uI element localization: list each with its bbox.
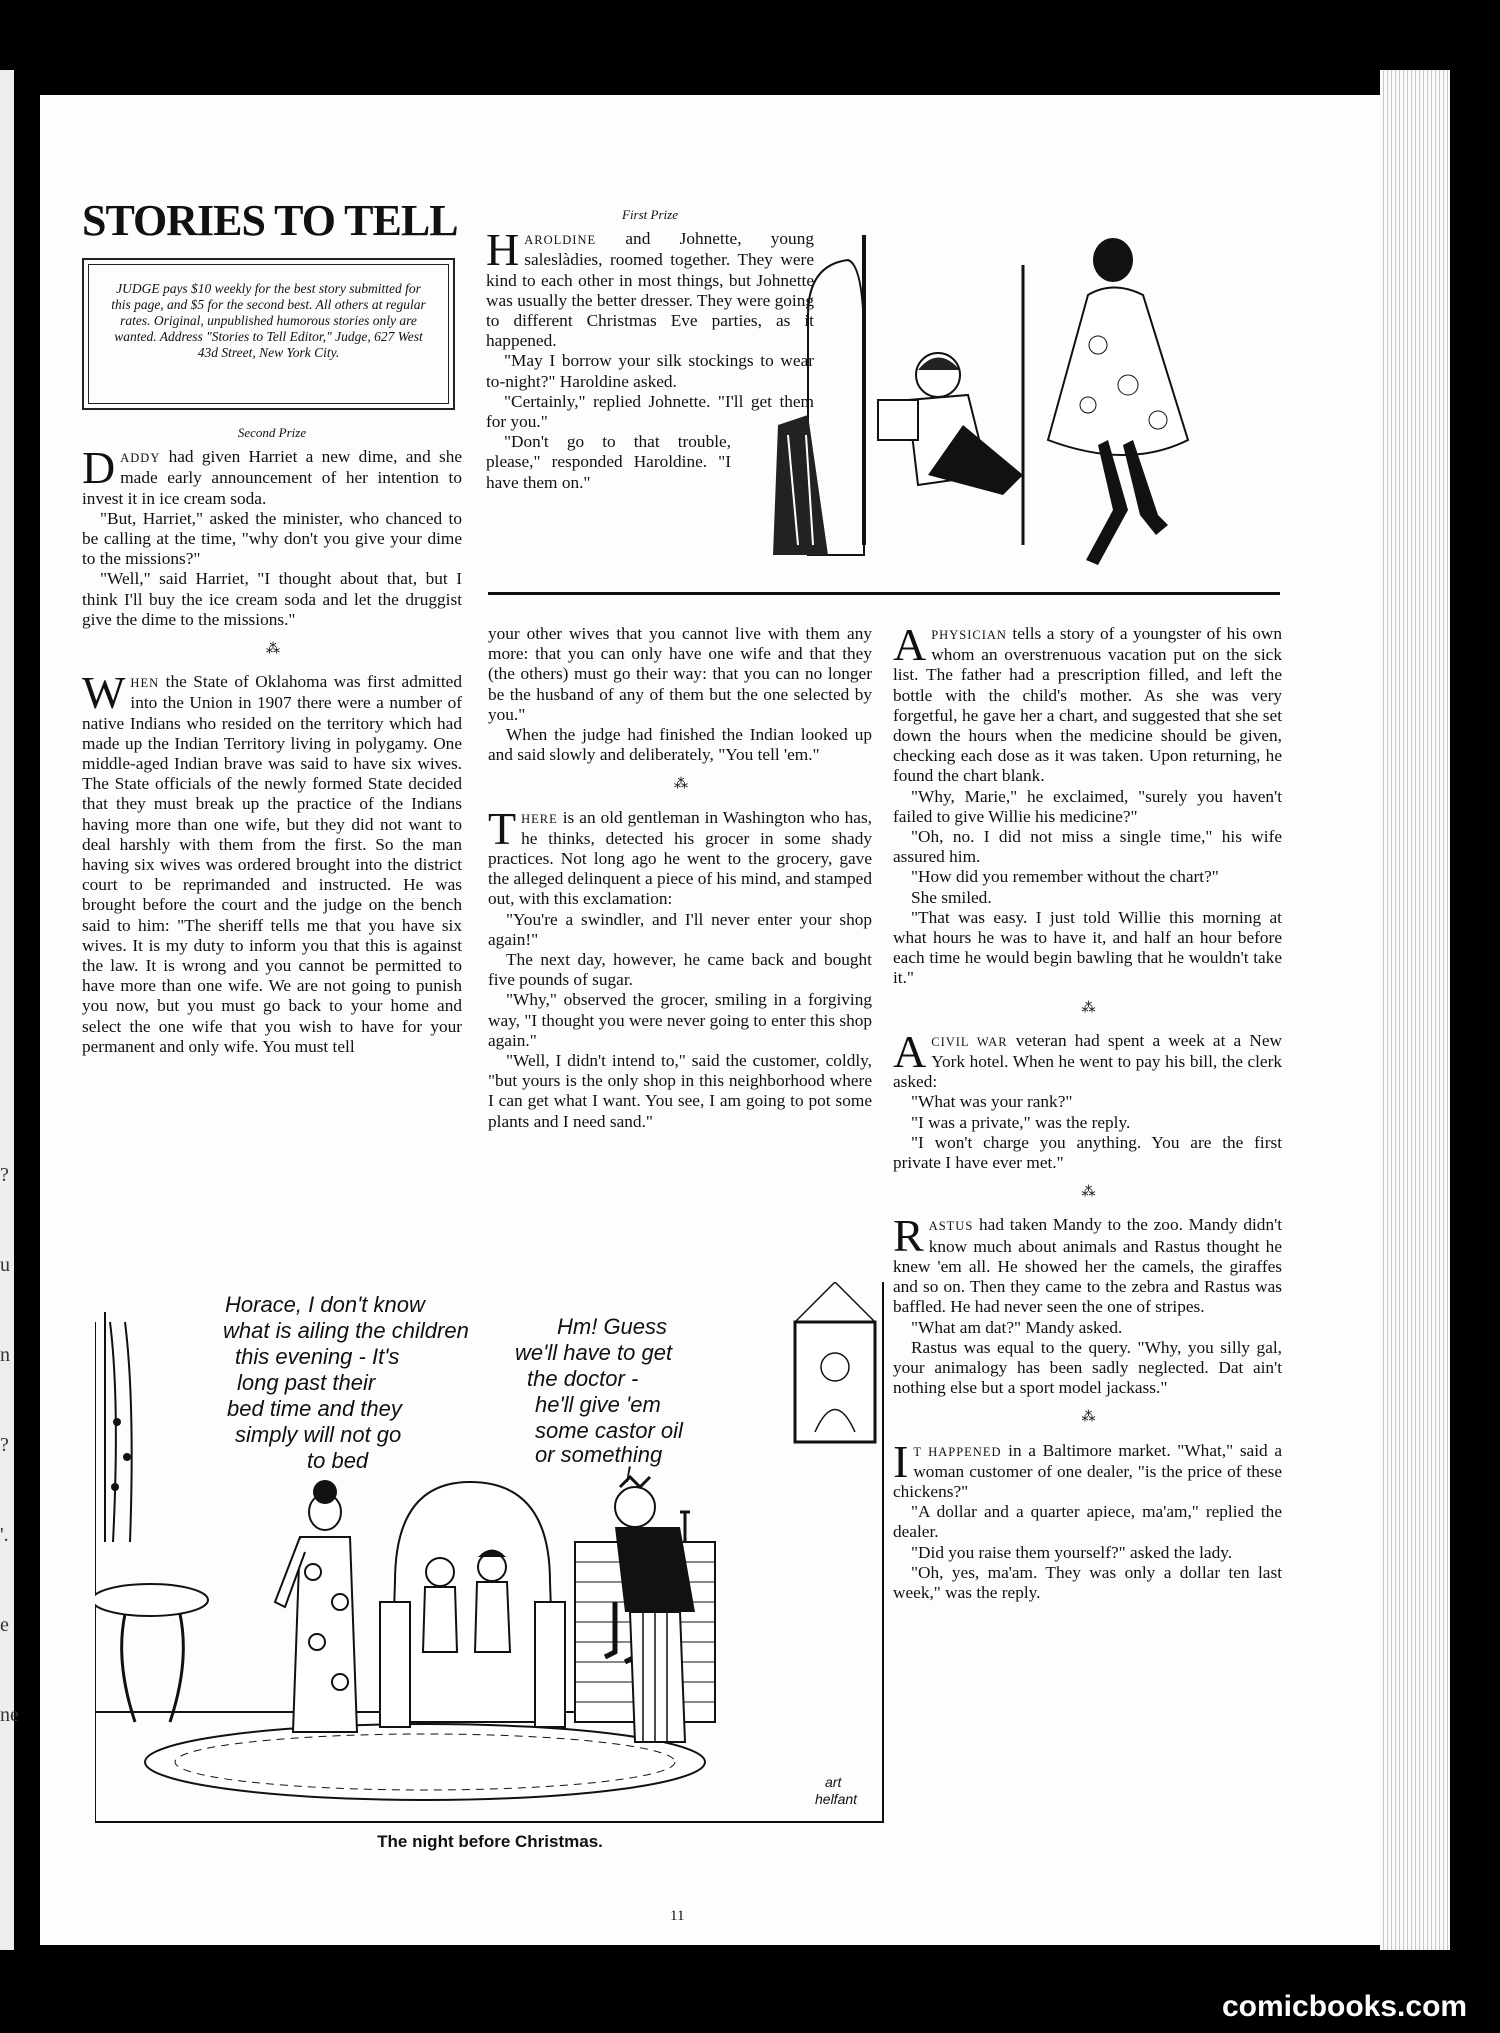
cartoon-caption: The night before Christmas. <box>377 1832 603 1851</box>
drop-cap: A <box>893 1025 927 1077</box>
separator-asterism: ⁂ <box>1081 1185 1094 1201</box>
husband-speech-balloon: Hm! Guess we'll have to get the doctor - he'll give 'em some castor oil or something ! <box>515 1314 683 1487</box>
story-paragraph: "What was your rank?" <box>911 1092 1073 1112</box>
page-number: 11 <box>670 1908 685 1924</box>
story-paragraph: "Don't go to that trouble, please," responded Haroldine. "I have them on." <box>486 432 731 492</box>
smallcaps-lead: CIVIL WAR <box>931 1034 1008 1049</box>
story-paragraph: A CIVIL WAR veteran had spent a week at a New York hotel. When he went to pay his bill, the clerk asked: <box>893 1025 1282 1092</box>
christmas-cartoon <box>95 1282 885 1824</box>
story-paragraph: "Well," said Harriet, "I thought about that, but I think I'll buy the ice cream soda and let the druggist give the dime to the missions." <box>82 569 462 629</box>
story-paragraph: "Why, Marie," he exclaimed, "surely you haven't failed to give Willie his medicine?" <box>893 786 1282 826</box>
story-paragraph: When the judge had finished the Indian looked up and said slowly and deliberately, "You tell 'em." <box>488 725 872 765</box>
story-paragraph: "May I borrow your silk stockings to wear to-night?" Haroldine asked. <box>486 351 814 391</box>
drop-cap: I <box>893 1435 909 1487</box>
story-paragraph: "Well, I didn't intend to," said the customer, coldly, "but yours is the only shop in this neighborhood where I can get what I want. You see, I am going to pot some plants and I need sand." <box>488 1051 872 1131</box>
story-paragraph: "Did you raise them yourself?" asked the lady. <box>911 1542 1233 1562</box>
story-paragraph: "I won't charge you anything. You are the first private I have ever met." <box>893 1132 1282 1173</box>
story-paragraph: "Oh, yes, ma'am. They was only a dollar ten last week," was the reply. <box>893 1562 1282 1602</box>
column-2 <box>488 624 872 1132</box>
page-title: STORIES TO TELL <box>82 196 458 245</box>
drop-cap: H <box>486 224 520 276</box>
section-rule <box>488 592 1280 595</box>
story-paragraph: "A dollar and a quarter apiece, ma'am," replied the dealer. <box>893 1502 1282 1542</box>
story-paragraph: IT HAPPENED in a Baltimore market. "What," said a woman customer of one dealer, "is the price of these chickens?" <box>893 1435 1282 1501</box>
drop-cap: D <box>82 442 116 494</box>
left-page-strip: ? u n ? '. e ne <box>0 1164 19 1726</box>
story-paragraph: The next day, however, he came back and bought five pounds of sugar. <box>488 950 872 990</box>
separator-asterism: ⁂ <box>674 777 686 793</box>
site-watermark: comicbooks.com <box>1222 1990 1468 2023</box>
separator-asterism: ⁂ <box>1081 1000 1094 1016</box>
story-paragraph: DADDY had given Harriet a new dime, and she made early announcement of her intention to invest it in ice cream soda. <box>82 442 463 508</box>
separator-asterism: ⁂ <box>266 642 278 658</box>
wife-speech-balloon: Horace, I don't know what is ailing the children this evening - It's long past their bed time and they simply will not go to bed <box>223 1292 469 1473</box>
smallcaps-lead: ASTUS <box>928 1219 974 1234</box>
smallcaps-lead: PHYSICIAN <box>931 628 1007 642</box>
drop-cap: R <box>893 1210 924 1262</box>
first-prize-story <box>486 205 814 493</box>
smallcaps-lead: T HAPPENED <box>913 1444 1002 1459</box>
book-page-edges <box>1380 70 1450 1950</box>
story-paragraph: APHYSICIAN tells a story of a youngster of his own whom an overstrenuous vacation put on the sick list. The father had a prescription filled, and left the bottle with the child's mother. As she was very forgetful, he gave her a chart, and suggested that she set down the hours when the medicine should be given, checking each dose as it was taken. Upon returning, he found the chart blank. <box>893 619 1282 786</box>
smallcaps-lead: HERE <box>521 811 558 826</box>
story-paragraph: "But, Harriet," asked the minister, who chanced to be calling at the time, "why don't you give your dime to the missions?" <box>82 508 462 569</box>
story-paragraph: She smiled. <box>911 887 992 907</box>
story-paragraph: "What am dat?" Mandy asked. <box>911 1317 1123 1337</box>
story-paragraph: Rastus was equal to the query. "Why, you silly gal, your animalogy has been sadly neglected. Dat ain't nothing else but a sport model jackass." <box>893 1337 1282 1398</box>
story-paragraph: "You're a swindler, and I'll never enter your shop again!" <box>488 909 872 949</box>
column-1 <box>82 423 462 1057</box>
story-paragraph: "That was easy. I just told Willie this morning at what hours he was to have it, and half an hour before each time he would begin bawling that he wouldn't take it." <box>893 907 1282 988</box>
story-paragraph: "How did you remember without the chart?" <box>911 867 1219 887</box>
submission-info-text: JUDGE pays $10 weekly for the best story submitted for this page, and $5 for the second best. All others at regular rates. Original, unpublished humorous stories only are wanted. Address "Stories to Tell Editor," Judge, 627 West 43d Street, New York City. <box>88 264 449 404</box>
story-paragraph: "I was a private," was the reply. <box>911 1112 1131 1132</box>
story-paragraph: HAROLDINE and Johnette, young saleslàdies, roomed together. They were kind to each other in most things, but Johnette was usually the better dresser. They were going to different Christmas Eve parties, as it happened. <box>486 224 814 351</box>
drop-cap: A <box>893 619 927 670</box>
story-paragraph: "Oh, no. I did not miss a single time," his wife assured him. <box>893 827 1282 867</box>
drop-cap: W <box>82 667 126 719</box>
second-prize-label: Second Prize <box>237 425 307 440</box>
story-paragraph: "Certainly," replied Johnette. "I'll get them for you." <box>486 391 814 432</box>
separator-asterism: ⁂ <box>1081 1410 1094 1426</box>
story-paragraph: RASTUS had taken Mandy to the zoo. Mandy didn't know much about animals and Rastus thought he knew 'em all. He showed her the camels, the giraffes and so on. Then they came to the zebra and Rastus was baffled. He had never seen the one of stripes. <box>893 1210 1282 1317</box>
drop-cap: T <box>488 802 517 854</box>
column-3 <box>893 619 1282 1603</box>
story-paragraph: "Why," observed the grocer, smiling in a forgiving way, "I thought you were never going to enter this shop again." <box>488 990 872 1050</box>
submission-info-box <box>82 258 455 410</box>
first-prize-label: First Prize <box>622 207 678 222</box>
first-prize-illustration <box>768 225 1288 580</box>
smallcaps-lead: AROLDINE <box>524 233 597 248</box>
story-paragraph: your other wives that you cannot live with them any more: that you can only have one wife and that they (the others) must go their way: that you can no longer be the husband of any of them but the one selected by you." <box>488 624 872 724</box>
story-paragraph: THERE is an old gentleman in Washington who has, he thinks, detected his grocer in some shady practices. Not long ago he went to the grocery, gave the alleged delinquent a piece of his mind, and stamped out, with this exclamation: <box>488 802 872 909</box>
smallcaps-lead: ADDY <box>120 451 161 466</box>
smallcaps-lead: HEN <box>130 676 160 691</box>
artist-signature: art helfant <box>815 1774 858 1807</box>
story-paragraph: WHEN the State of Oklahoma was first admitted into the Union in 1907 there were a number of native Indians who resided on the territory which had made up the Indian Territory living in polygamy. One middle-aged Indian brave was said to have six wives. The State officials of the newly formed State decided that they must break up the practice of the Indians having more than one wife, but they did not want to deal harshly with them from the first. So the man having six wives was ordered brought into the district court to be reprimanded and instructed. He was brought before the court and the judge on the bench said to him: "The sheriff tells me that you have six wives. It is my duty to inform you that this is against the law. It is wrong and you cannot be permitted to have more than one wife. We are not going to punish you now, but you must go back to your home and select the one wife that you wish to have for your permanent and only wife. You must tell <box>82 667 462 1056</box>
